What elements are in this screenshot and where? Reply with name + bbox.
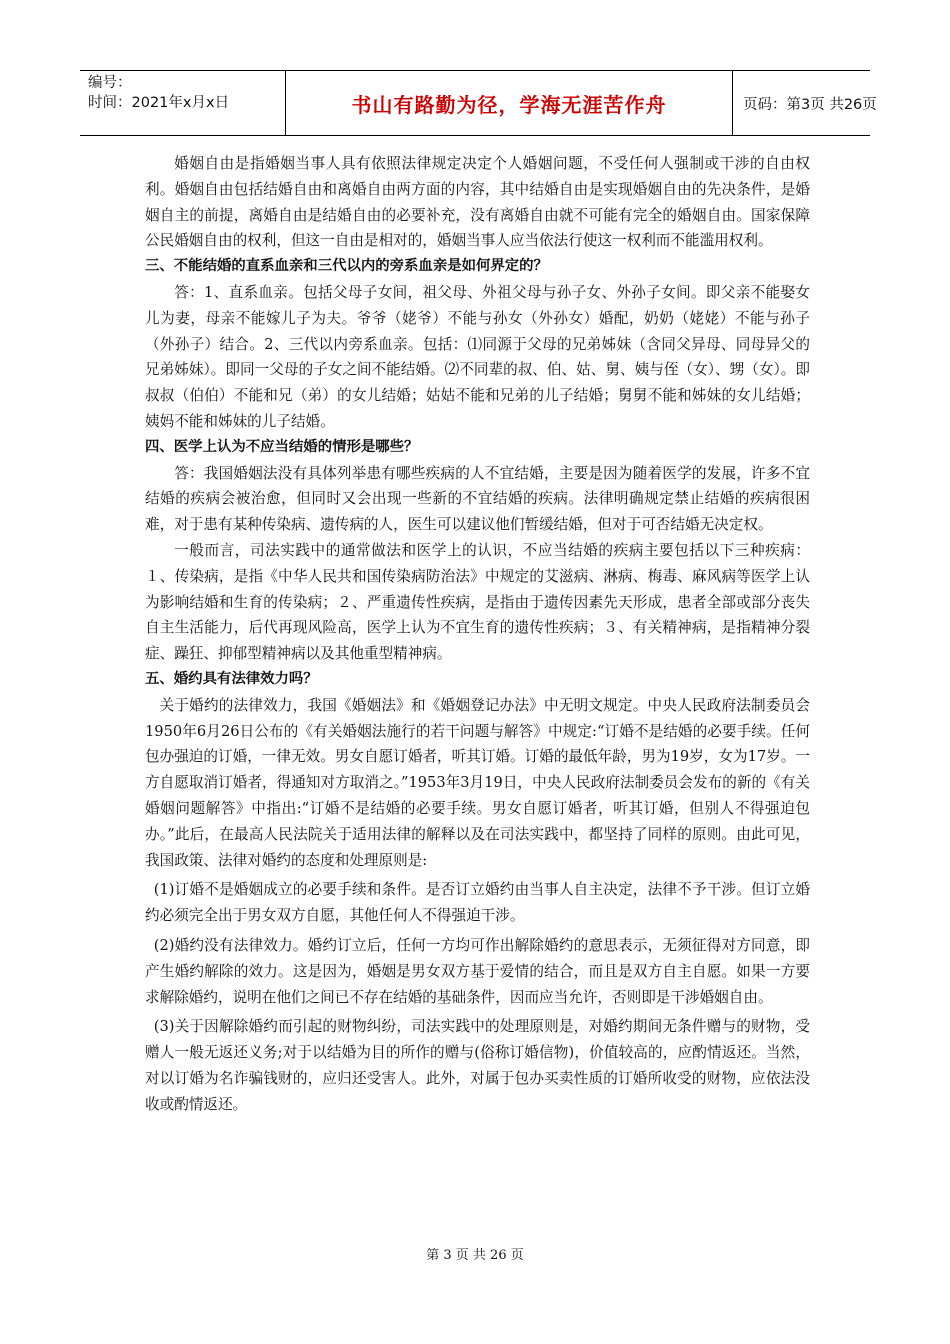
header-page-info: 页码：第3页 共26页	[743, 96, 877, 113]
number-label: 编号：	[88, 75, 132, 91]
page-header	[80, 70, 877, 136]
list-item: (2)婚约没有法律效力。婚约订立后，任何一方均可作出解除婚约的意思表示，无须征得对方同意，即产生婚约解除的效力。这是因为，婚姻是男女双方基于爱情的结合，而且是双方自主自愿。如果一方要求解除婚约，说明在他们之间已不存在结婚的基础条件，因而应当允许，否则即是干涉婚姻自由。	[145, 936, 810, 1006]
section-heading: 四、医学上认为不应当结婚的情形是哪些？	[145, 438, 419, 455]
section-heading: 三、不能结婚的直系血亲和三代以内的旁系血亲是如何界定的？	[145, 258, 548, 275]
time-label: 时间：2021年x月x日	[88, 95, 230, 111]
motto: 书山有路勤为径，学海无涯苦作舟	[351, 92, 667, 117]
list-item: (1)订婚不是婚姻成立的必要手续和条件。是否订立婚约由当事人自主决定，法律不予干涉。但订立婚约必须完全出于男女双方自愿，其他任何人不得强迫干涉。	[145, 881, 810, 925]
document-body	[145, 151, 810, 1117]
header-meta	[80, 71, 285, 135]
paragraph: 答：我国婚姻法没有具体列举患有哪些疾病的人不宜结婚，主要是因为随着医学的发展，许多不宜结婚的疾病会被治愈，但同时又会出现一些新的不宜结婚的疾病。法律明确规定禁止结婚的疾病很困难，对于患有某种传染病、遗传病的人，医生可以建议他们暂缓结婚，但对于可否结婚无决定权。	[145, 464, 810, 534]
page-footer: 第 3 页 共 26 页	[426, 1248, 524, 1263]
list-item: (3)关于因解除婚约而引起的财物纠纷，司法实践中的处理原则是，对婚约期间无条件赠与的财物，受赠人一般无返还义务;对于以结婚为目的所作的赠与(俗称订婚信物)，价值较高的，应酌情返还。当然，对以订婚为名诈骗钱财的，应归还受害人。此外，对属于包办买卖性质的订婚所收受的财物，应依法没收或酌情返还。	[145, 1018, 810, 1113]
header-motto-cell	[285, 71, 733, 135]
section-heading: 五、婚约具有法律效力吗？	[145, 670, 318, 687]
paragraph: 关于婚约的法律效力，我国《婚姻法》和《婚姻登记办法》中无明文规定。中央人民政府法制委员会1950年6月26日公布的《有关婚姻法施行的若干问题与解答》中规定:“订婚不是结婚的必要手续。任何包办强迫的订婚，一律无效。男女自愿订婚者，听其订婚。订婚的最低年龄，男为19岁，女为17岁。一方自愿取消订婚者，得通知对方取消之。”1953年3月19日，中央人民政府法制委员会发布的新的《有关婚姻问题解答》中指出:“订婚不是结婚的必要手续。男女自愿订婚者，听其订婚，但别人不得强迫包办。”此后，在最高人民法院关于适用法律的解释以及在司法实践中，都坚持了同样的原则。由此可见，我国政策、法律对婚约的态度和处理原则是:	[145, 696, 810, 869]
paragraph: 婚姻自由是指婚姻当事人具有依照法律规定决定个人婚姻问题，不受任何人强制或干涉的自由权利。婚姻自由包括结婚自由和离婚自由两方面的内容，其中结婚自由是实现婚姻自由的先决条件，是婚姻自主的前提，离婚自由是结婚自由的必要补充，没有离婚自由就不可能有完全的婚姻自由。国家保障公民婚姻自由的权利，但这一自由是相对的，婚姻当事人应当依法行使这一权利而不能滥用权利。	[145, 155, 810, 250]
paragraph: 答：1、直系血亲。包括父母子女间，祖父母、外祖父母与孙子女、外孙子女间。即父亲不能娶女儿为妻，母亲不能嫁儿子为夫。爷爷（姥爷）不能与孙女（外孙女）婚配，奶奶（姥姥）不能与孙子（外孙子）结合。2、三代以内旁系血亲。包括：⑴同源于父母的兄弟姊妹（含同父异母、同母异父的兄弟姊妹）。即同一父母的子女之间不能结婚。⑵不同辈的叔、伯、姑、舅、姨与侄（女）、甥（女）。即叔叔（伯伯）不能和兄（弟）的女儿结婚；姑姑不能和兄弟的儿子结婚；舅舅不能和姊妹的女儿结婚；姨妈不能和姊妹的儿子结婚。	[145, 283, 810, 430]
paragraph: 一般而言，司法实践中的通常做法和医学上的认识，不应当结婚的疾病主要包括以下三种疾病：１、传染病，是指《中华人民共和国传染病防治法》中规定的艾滋病、淋病、梅毒、麻风病等医学上认为影响结婚和生育的传染病；２、严重遗传性疾病，是指由于遗传因素先天形成，患者全部或部分丧失自主生活能力，后代再现风险高，医学上认为不宜生育的遗传性疾病；３、有关精神病，是指精神分裂症、躁狂、抑郁型精神病以及其他重型精神病。	[145, 541, 810, 663]
